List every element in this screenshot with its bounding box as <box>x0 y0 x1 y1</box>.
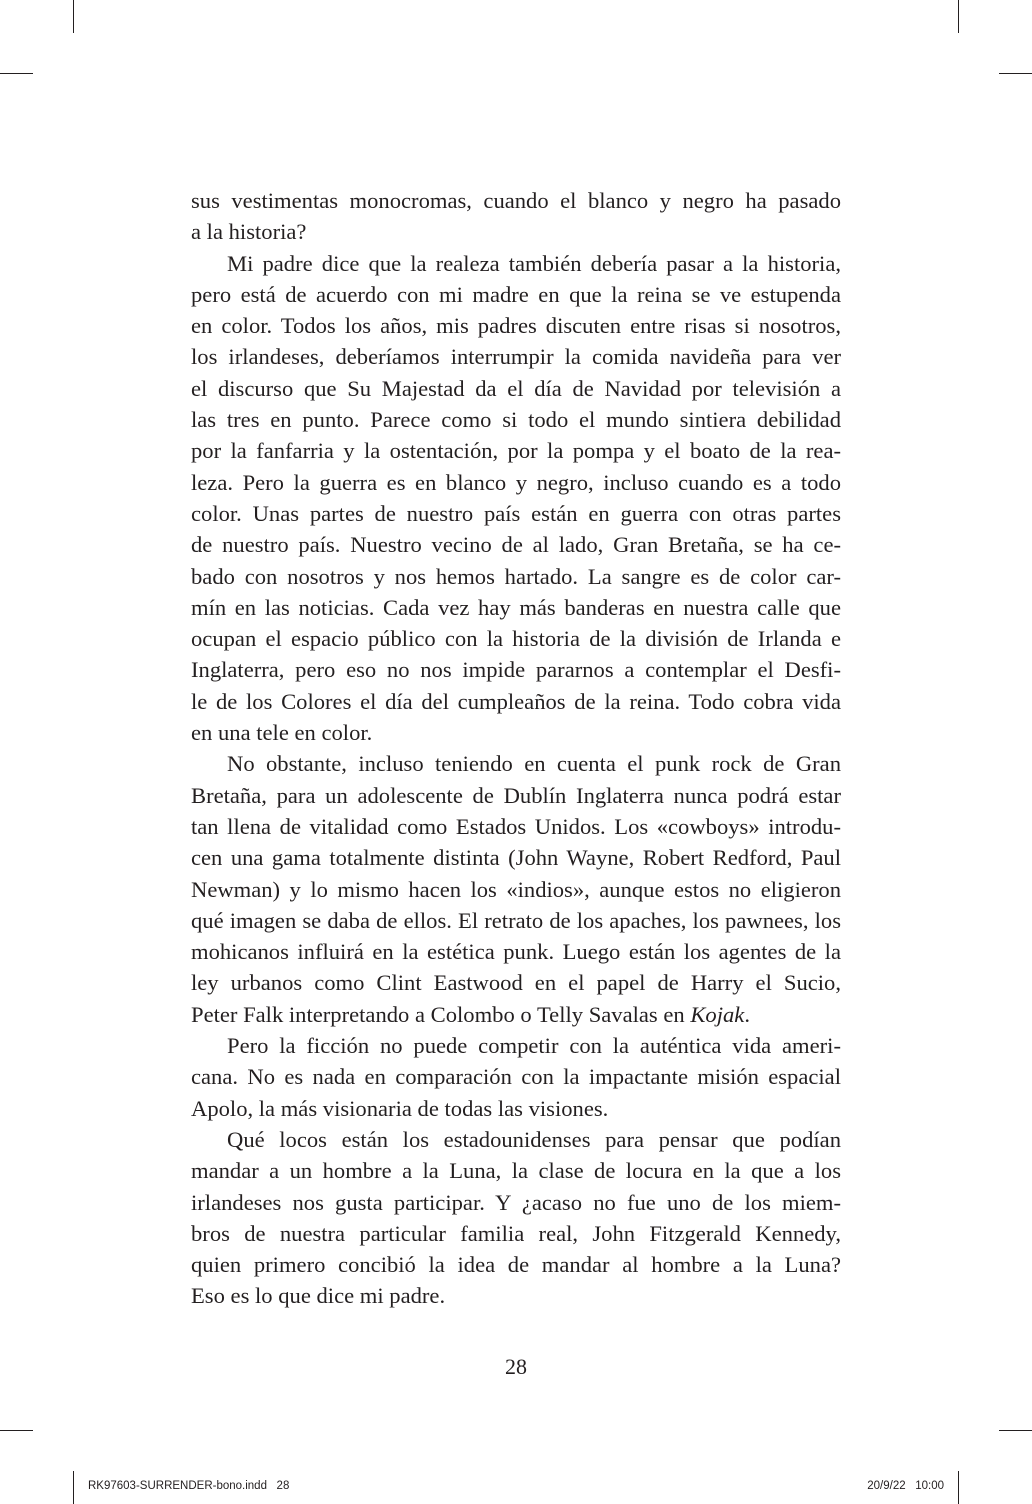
text-line: por la fanfarria y la ostentación, por la pompa y el boato de la rea- <box>191 438 841 464</box>
text-line: los irlandeses, deberíamos interrumpir la comida navideña para ver <box>191 344 841 370</box>
text-line: Bretaña, para un adolescente de Dublín Inglaterra nunca podrá estar <box>191 782 841 808</box>
text-line: las tres en punto. Parece como si todo el mundo sintiera debilidad <box>191 407 841 433</box>
title-italic: Kojak <box>690 1001 745 1027</box>
text-line: el discurso que Su Majestad da el día de Navidad por televisión a <box>191 375 841 401</box>
text-line: irlandeses nos gusta participar. Y ¿acaso no fue uno de los miem- <box>191 1189 841 1215</box>
crop-mark-bottom-right <box>958 1471 959 1504</box>
text-line: Inglaterra, pero eso no nos impide pararnos a contemplar el Desfi- <box>191 657 841 683</box>
paragraph <box>191 748 841 1030</box>
text-line: No obstante, incluso teniendo en cuenta el punk rock de Gran <box>227 751 841 777</box>
text-line: color. Unas partes de nuestro país están en guerra con otras partes <box>191 500 841 526</box>
text-line: bros de nuestra particular familia real, John Fitzgerald Kennedy, <box>191 1220 841 1246</box>
text-line: leza. Pero la guerra es en blanco y negro, incluso cuando es a todo <box>191 469 841 495</box>
paragraph <box>191 248 841 749</box>
text-fragment: Peter Falk interpretando a Colombo o Telly Savalas en <box>191 1001 691 1027</box>
text-line: sus vestimentas monocromas, cuando el blanco y negro ha pasado <box>191 188 841 213</box>
crop-mark-left-top <box>0 73 33 74</box>
text-line: bado con nosotros y nos hemos hartado. La sangre es de color car- <box>191 563 841 589</box>
crop-mark-right-bottom <box>999 1430 1032 1431</box>
text-line: Eso es lo que dice mi padre. <box>191 1283 446 1309</box>
text-line: mín en las noticias. Cada vez hay más banderas en nuestra calle que <box>191 594 841 620</box>
text-line: ocupan el espacio público con la historia de la división de Irlanda e <box>191 626 841 652</box>
page-number: 28 <box>505 1354 527 1379</box>
crop-mark-bottom-left <box>73 1471 74 1504</box>
paragraph <box>191 185 841 248</box>
text-line: tan llena de vitalidad como Estados Unidos. Los «cowboys» introdu- <box>191 813 841 839</box>
text-line: le de los Colores el día del cumpleaños de la reina. Todo cobra vida <box>191 688 841 714</box>
text-line: Pero la ficción no puede competir con la auténtica vida ameri- <box>227 1033 841 1059</box>
text-line: mohicanos influirá en la estética punk. Luego están los agentes de la <box>191 939 841 965</box>
paragraph <box>191 1124 841 1312</box>
text-line: en color. Todos los años, mis padres discuten entre risas si nosotros, <box>191 313 841 339</box>
text-line: cen una gama totalmente distinta (John Wayne, Robert Redford, Paul <box>191 845 841 871</box>
body-text <box>191 185 841 1312</box>
paragraph <box>191 1030 841 1124</box>
text-line: Apolo, la más visionaria de todas las visiones. <box>191 1095 609 1121</box>
crop-mark-left-bottom <box>0 1430 33 1431</box>
text-line: ley urbanos como Clint Eastwood en el papel de Harry el Sucio, <box>191 970 841 996</box>
text-line: quien primero concibió la idea de mandar al hombre a la Luna? <box>191 1252 841 1278</box>
text-line: qué imagen se daba de ellos. El retrato de los apaches, los pawnees, los <box>191 907 841 933</box>
text-line <box>191 999 841 1030</box>
text-line: a la historia? <box>191 219 307 245</box>
text-line: cana. No es nada en comparación con la impactante misión espacial <box>191 1064 841 1090</box>
text-fragment: . <box>744 1001 750 1027</box>
text-line: mandar a un hombre a la Luna, la clase de locura en la que a los <box>191 1158 841 1184</box>
text-line: Mi padre dice que la realeza también debería pasar a la historia, <box>227 250 841 276</box>
text-line: Newman) y lo mismo hacen los «indios», aunque estos no eligieron <box>191 876 841 902</box>
slug-file-info: RK97603-SURRENDER-bono.indd 28 <box>88 1480 290 1492</box>
text-line: pero está de acuerdo con mi madre en que la reina se ve estupenda <box>191 281 841 307</box>
text-line: Qué locos están los estadounidenses para pensar que podían <box>227 1126 841 1152</box>
crop-mark-top-left <box>73 0 74 33</box>
text-line: de nuestro país. Nuestro vecino de al lado, Gran Bretaña, se ha ce- <box>191 532 841 558</box>
text-line: en una tele en color. <box>191 720 373 746</box>
slug-date-info: 20/9/22 10:00 <box>867 1480 944 1492</box>
crop-mark-right-top <box>999 73 1032 74</box>
crop-mark-top-right <box>958 0 959 33</box>
